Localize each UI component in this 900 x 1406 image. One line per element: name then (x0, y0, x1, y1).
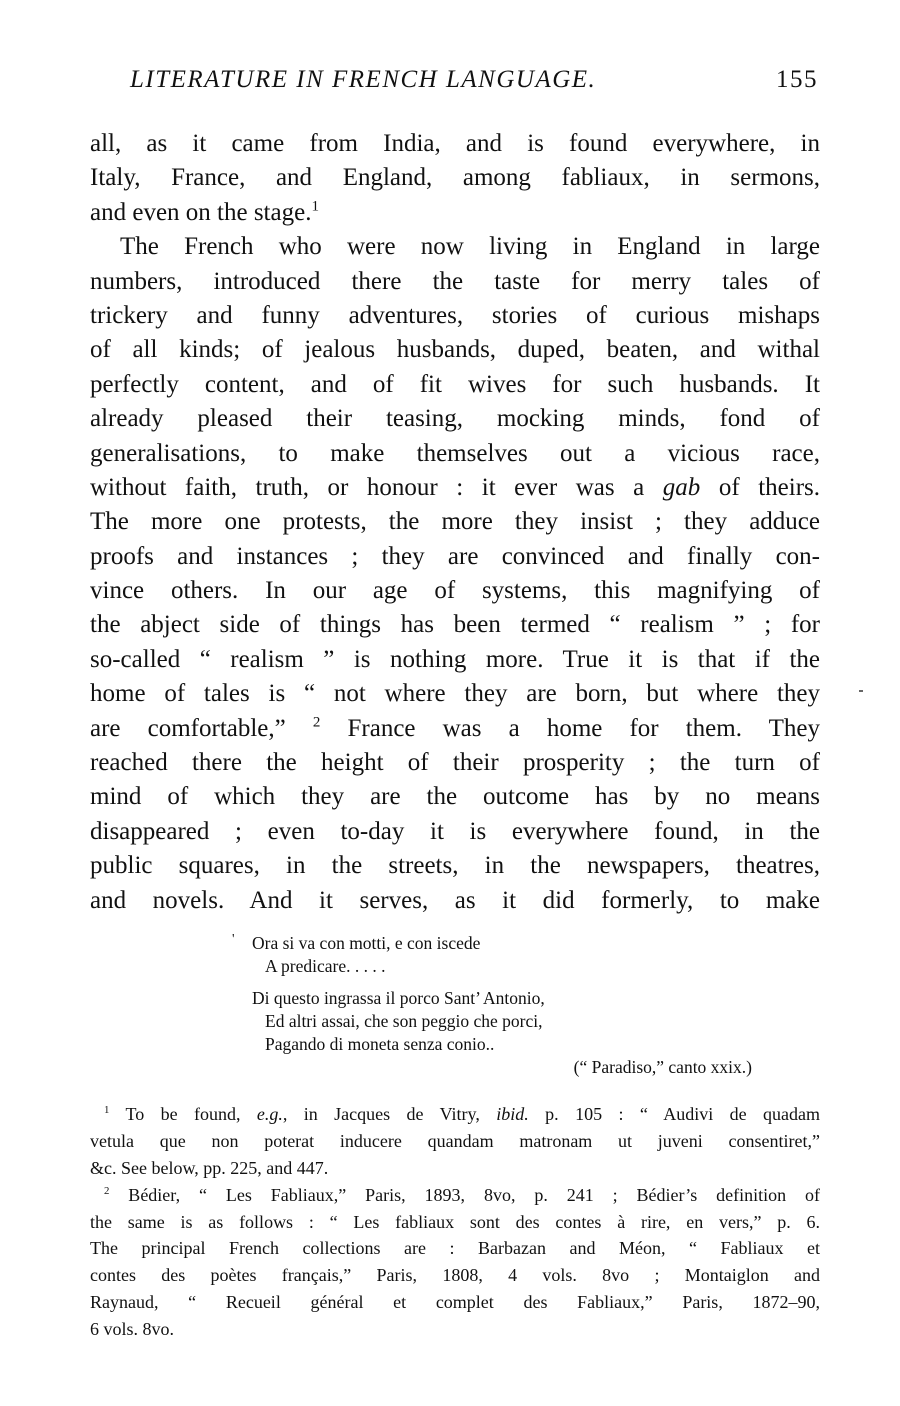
text-span: are comfortable,” (90, 714, 313, 742)
text-span: The French who were now living in England in large (120, 233, 820, 261)
footnote-reference: 2 (312, 714, 321, 731)
stanza-gap (232, 978, 752, 987)
text-span: already pleased their teasing, mocking minds, fond of (90, 405, 820, 433)
body-line (90, 574, 820, 608)
text-span: public squares, in the streets, in the newspapers, theatres, (90, 852, 820, 880)
footnote-line (90, 1155, 820, 1182)
body-text (90, 127, 820, 918)
footnote-line (104, 1182, 820, 1209)
text-span: vince others. In our age of systems, this magnifying of (90, 577, 820, 605)
footnote-line (90, 1128, 820, 1155)
body-line (90, 127, 820, 161)
page-number: 155 (776, 66, 818, 93)
text-span: , in Jacques de Vitry, (282, 1104, 497, 1124)
body-line (90, 815, 820, 849)
body-line (90, 265, 820, 299)
footnote-line (90, 1262, 820, 1289)
poem-line: Ora si va con motti, e con iscede (252, 933, 481, 953)
body-line (90, 746, 820, 780)
text-span: all, as it came from India, and is found everywhere, in (90, 130, 820, 157)
text-span: numbers, introduced there the taste for merry tales of (90, 267, 820, 295)
footnote-line (90, 1289, 820, 1316)
text-span: reached there the height of their prosperity ; the turn of (90, 749, 820, 777)
text-span: perfectly content, and of fit wives for such husbands. It (90, 370, 820, 398)
poem-quotation (232, 932, 752, 1079)
italic-text: e.g. (256, 1104, 283, 1124)
text-span: of all kinds; of jealous husbands, duped, beaten, and withal (90, 336, 820, 364)
text-span: The principal French collections are : Barbazan and Méon, “ Fabliaux et (90, 1238, 820, 1259)
body-line (90, 608, 820, 642)
poem-source: (“ Paradiso,” canto xxix.) (573, 1057, 752, 1077)
text-span: Raynaud, “ Recueil général et complet des Fabliaux,” Paris, 1872–90, (90, 1292, 820, 1313)
poem-line: Di questo ingrassa il porco Sant’ Antonio, (252, 988, 545, 1008)
text-span: proofs and instances ; they are convinced and finally con- (90, 542, 820, 570)
body-line (90, 299, 820, 333)
body-line (90, 230, 820, 264)
text-span: the same is as follows : “ Les fabliaux sont des contes à rire, en vers,” p. 6. (90, 1211, 820, 1232)
body-line (90, 368, 820, 402)
poem-line: Ed altri assai, che son peggio che porci, (265, 1011, 543, 1031)
footnote-reference: 1 (311, 198, 319, 215)
text-span: contes des poètes français,” Paris, 1808, 4 vols. 8vo ; Montaiglon and (90, 1265, 820, 1286)
text-span: 6 vols. 8vo. (90, 1319, 175, 1340)
text-span: the abject side of things has been termed “ realism ” ; for (90, 611, 820, 639)
text-span: and even on the stage. (90, 198, 312, 226)
body-line (90, 643, 820, 677)
body-line (90, 402, 820, 436)
text-span: generalisations, to make themselves out a vicious race, (90, 439, 820, 467)
body-line (90, 505, 820, 539)
text-span: trickery and funny adventures, stories of curious mishaps (90, 301, 820, 329)
running-header (130, 66, 818, 94)
body-line (90, 437, 820, 471)
italic-text: gab (662, 473, 701, 501)
footnote-line (90, 1209, 820, 1236)
footnote-line (90, 1316, 820, 1343)
text-span: disappeared ; even to-day it is everywhere found, in the (90, 817, 820, 845)
body-line (90, 677, 820, 711)
margin-mark (859, 690, 863, 692)
body-line (90, 884, 820, 918)
text-span: home of tales is “ not where they are born, but where they (90, 680, 820, 708)
poem-line: A predicare. . . . . (265, 956, 386, 976)
text-span: and novels. And it serves, as it did formerly, to make (90, 886, 820, 914)
poem-line: Pagando di moneta senza conio.. (265, 1034, 495, 1054)
body-line (90, 333, 820, 367)
poem-footnote-marker: ' (232, 932, 235, 947)
text-span: mind of which they are the outcome has by no means (90, 783, 820, 811)
text-span: without faith, truth, or honour : it ever was a (90, 473, 663, 501)
text-span: To be found, (109, 1104, 257, 1124)
body-line (90, 712, 820, 746)
text-span: Italy, France, and England, among fabliaux, in sermons, (90, 164, 820, 192)
footnote-line (104, 1101, 820, 1128)
text-span: The more one protests, the more they insist ; they adduce (90, 508, 820, 536)
footnotes (90, 1101, 821, 1343)
body-line (90, 780, 820, 814)
running-title: LITERATURE IN FRENCH LANGUAGE. (130, 66, 597, 93)
footnote-line (90, 1235, 820, 1262)
text-span: p. 105 : “ Audivi de quadam (528, 1104, 821, 1124)
text-span: &c. See below, pp. 225, and 447. (90, 1157, 329, 1178)
footnote-reference: 1 (104, 1104, 110, 1116)
body-line (90, 471, 820, 505)
footnote-reference: 2 (104, 1184, 110, 1197)
body-line (90, 161, 820, 195)
text-span: so-called “ realism ” is nothing more. True it is that if the (90, 645, 820, 673)
text-span: vetula que non poterat inducere quandam matronam ut juveni consentiret,” (90, 1130, 820, 1151)
body-line (90, 849, 820, 883)
text-span: France was a home for them. They (320, 714, 821, 742)
text-span: Bédier, “ Les Fabliaux,” Paris, 1893, 8vo, p. 241 ; Bédier’s definition of (109, 1184, 820, 1205)
body-line (90, 196, 820, 230)
body-line (90, 540, 820, 574)
italic-text: ibid. (496, 1104, 529, 1124)
text-span: of theirs. (700, 473, 820, 501)
